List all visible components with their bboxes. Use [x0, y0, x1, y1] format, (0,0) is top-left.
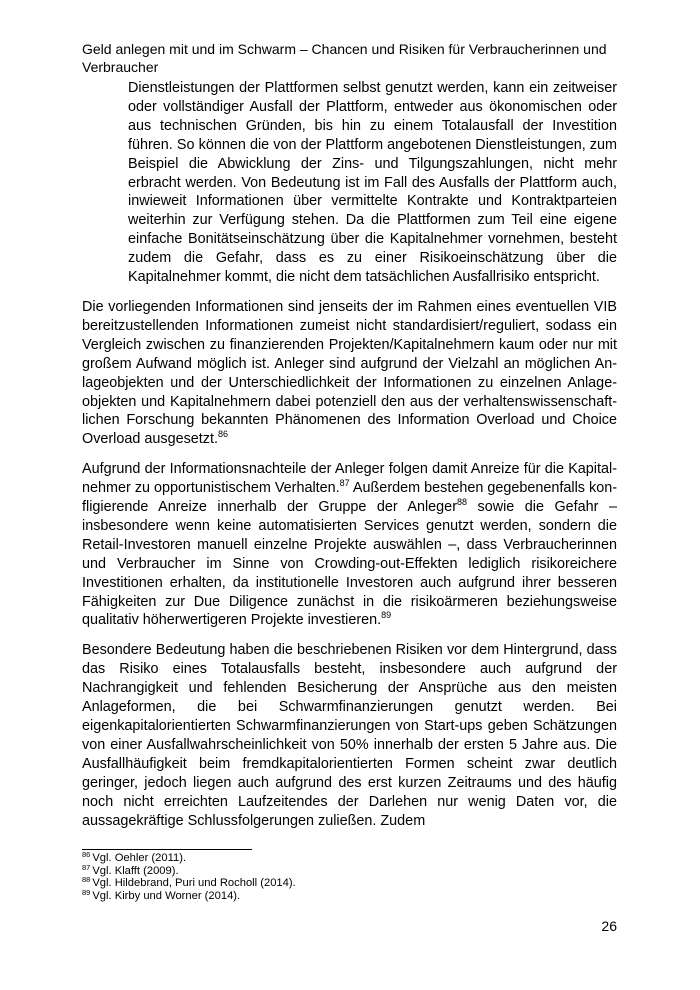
paragraph-text: Die vorliegenden Informationen sind jenseits der im Rahmen eines eventuellen VIB bereitzustellenden Informationen zumeist nicht standardisiert/reguliert, sodass ein Vergleich zwischen zu finanzierenden Projekten/Kapitalnehmern kaum oder nur mit großem Aufwand möglich ist. Anleger sind aufgrund der Vielzahl an möglichen Anlageobjekten und der Unterschiedlichkeit der Informationen zu einzelnen Anlageobjekten und Kapitalnehmern dabei potenziell den aus der verhaltenswissenschaftlichen Forschung bekannten Phänomenen des Information Overload und Choice Overload ausgesetzt.	[82, 298, 617, 448]
paragraph-opportunistic-behavior	[82, 460, 617, 630]
running-header: Geld anlegen mit und im Schwarm – Chancen und Risiken für Verbraucherinnen und Verbraucher	[82, 41, 607, 75]
paragraph-text: Außerdem bestehen gegebenenfalls konfligierende Anreize innerhalb der Gruppe der Anleger	[82, 480, 618, 516]
footnote-number: 88	[82, 875, 91, 885]
footnote-ref-88[interactable]: 88	[456, 497, 467, 508]
paragraph-text: sowie die Gefahr – insbesondere wenn keine automatisierten Services genutzt werden, sondern die Retail-Investoren manuell einzelne Projekte auswählen –, dass Verbraucherinnen und Verbraucher im Sinne von Crowding-out-Effekten lediglich risikoreichere Investitionen erhalten, da institutionelle Investoren auch aufgrund ihrer besseren Fähigkeiten zur Due Diligence zunächst in die risikoärmeren beziehungsweise qualitativ höherwertigeren Projekte investieren.	[82, 499, 617, 629]
paragraph-text: Aufgrund der Informationsnachteile der Anleger folgen damit Anreize für die Kapitalnehmer zu opportunistischem Verhalten.	[82, 461, 617, 497]
footnotes	[82, 852, 582, 902]
footnote-number: 86	[82, 850, 91, 859]
footnote-ref-86[interactable]: 86	[218, 429, 229, 440]
body-text	[82, 79, 617, 841]
paragraph-total-loss-risk: Besondere Bedeutung haben die beschriebenen Risiken vor dem Hintergrund, dass das Risiko eines Totalausfalls besteht, insbesondere auch aufgrund der Nachrangigkeit und fehlenden Besicherung der Ansprüche aus den meisten Anlageformen, die bei Schwarmfinanzierungen genutzt werden. Bei eigenkapitalorientierten Schwarmfinanzierungen von Start-ups geben Schätzungen von einer Ausfallwahrscheinlichkeit von 50% innerhalb der ersten 5 Jahre aus. Die Ausfallhäufigkeit beim fremdkapitalorientierten Formen scheint zwar deutlich geringer, jedoch liegen auch aufgrund des erst kurzen Zeitraums und des häufig noch nicht erreichten Laufzeitendes der Darlehen nur wenig Daten vor, die aussagekräftige Schlussfolgerungen zuließen. Zudem	[82, 642, 617, 829]
paragraph-indented-continuation: Dienstleistungen der Plattformen selbst genutzt werden, kann ein zeitweiser oder vollständiger Ausfall der Plattform, entweder aus ökonomischen oder aus technischen Gründen, bis hin zu einem Totalausfall der Investition führen. So können die von der Plattform angebotenen Dienstleistungen, zum Beispiel die Abwicklung der Zins- und Tilgungszahlungen, nicht mehr erbracht werden. Von Bedeutung ist im Fall des Ausfalls der Plattform auch, inwieweit Informationen über vermittelte Kontrakte und Kontraktparteien weiterhin zur Verfügung stehen. Da die Plattformen zum Teil eine eigene einfache Bonitätseinschätzung über die Kapitalnehmer vornehmen, besteht zudem die Gefahr, dass es zu einer Risikoeinschätzung über die Kapitalnehmer kommt, die nicht dem tatsächlichen Ausfallrisiko entspricht.	[128, 80, 617, 286]
page-number: 26	[601, 918, 617, 934]
footnote-87	[82, 862, 582, 878]
footnote-89	[82, 887, 582, 903]
footnote-text: Vgl. Kirby und Worner (2014).	[92, 889, 241, 902]
footnote-text: Vgl. Klafft (2009).	[92, 864, 179, 877]
footnote-ref-89[interactable]: 89	[381, 610, 392, 621]
footnote-88	[82, 877, 582, 890]
footnote-number: 89	[82, 887, 91, 897]
footnote-number: 87	[82, 862, 91, 872]
footnote-86	[82, 852, 582, 865]
footnote-text: Vgl. Hildebrand, Puri und Rocholl (2014).	[92, 877, 296, 890]
footnote-text: Vgl. Oehler (2011).	[92, 852, 187, 864]
footnote-divider	[82, 849, 252, 850]
footnote-ref-87[interactable]: 87	[339, 478, 350, 489]
paragraph-information-overload	[82, 298, 617, 449]
